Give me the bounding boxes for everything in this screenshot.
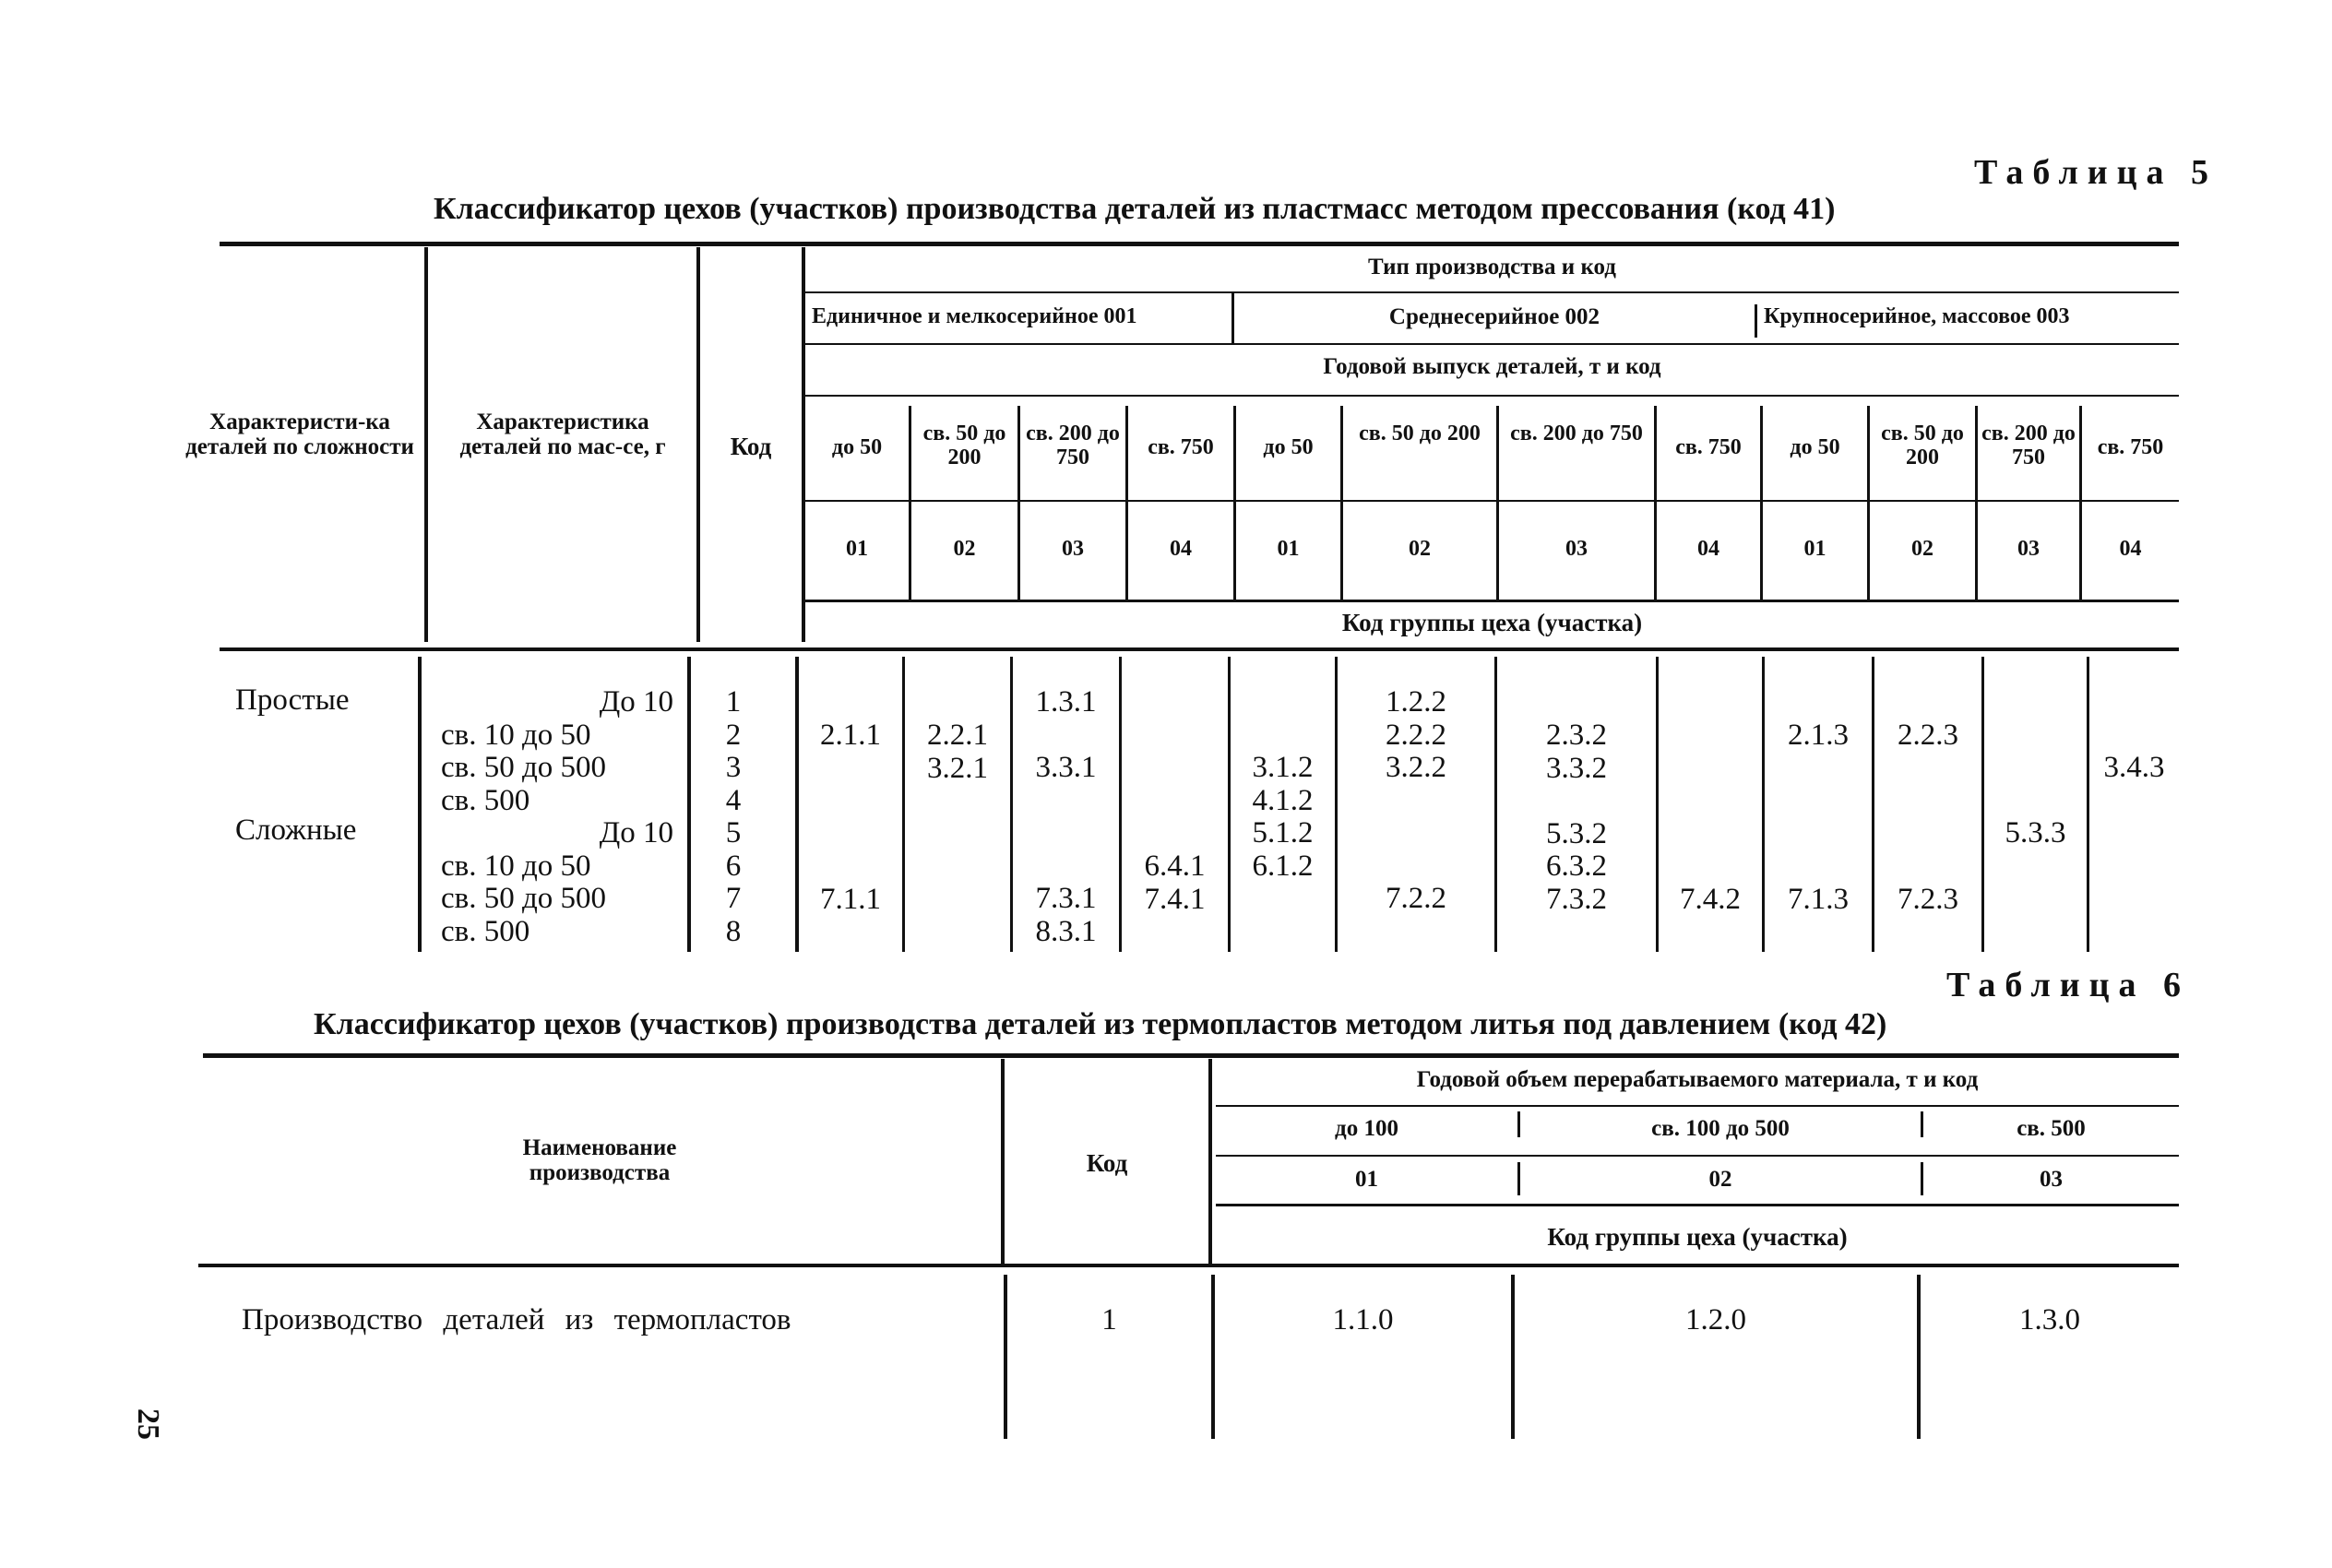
mass-item: св. 10 до 50 (441, 849, 591, 883)
range: св. 200 до 750 (1981, 422, 2076, 469)
page-number: 25 (131, 1408, 165, 1440)
value-cell: 3.2.1 (927, 751, 988, 785)
type-sep-2 (1755, 304, 1757, 338)
t6-col-name-header: Наименование производства (522, 1135, 677, 1185)
value-column (1013, 686, 1119, 948)
value-cell: 7.4.2 (1680, 883, 1741, 916)
t6-body-vrule-2 (1211, 1275, 1215, 1439)
value-column (1874, 719, 1981, 916)
range-code: 04 (1170, 537, 1192, 561)
value-cell: 2.2.1 (927, 719, 988, 752)
range-code: 03 (1062, 537, 1084, 561)
types-rule (805, 343, 2179, 345)
t6-range-code: 03 (2040, 1167, 2063, 1192)
value-cell: 7.2.3 (1898, 882, 1958, 916)
value-column (1497, 719, 1656, 916)
range-code: 01 (1277, 537, 1300, 561)
value-cell: 2.1.3 (1788, 719, 1849, 752)
value-column (1122, 850, 1228, 916)
range: до 50 (1263, 435, 1314, 459)
table5-label: Таблица 5 (1974, 153, 2219, 192)
mass-item: св. 10 до 50 (441, 718, 591, 752)
value-cell: 5.3.2 (1546, 816, 1607, 850)
range: св. 750 (2097, 435, 2164, 459)
table5-caption: Классификатор цехов (участков) производства деталей из пластмасс методом прессования (код 41) (434, 192, 1836, 226)
ranges-rule (805, 500, 2179, 502)
value-cell: 7.3.1 (1035, 882, 1097, 915)
range-code: 04 (1697, 537, 1719, 561)
codes-rule (805, 600, 2179, 602)
t6-range-code: 01 (1355, 1167, 1378, 1192)
mass-item: св. 50 до 500 (441, 882, 607, 915)
code-item: 1 (725, 685, 742, 719)
type-single: Единичное и мелкосерийное 001 (812, 304, 1137, 328)
header-bottom-rule (220, 647, 2179, 651)
vrule-1 (424, 247, 428, 642)
value-column (1231, 752, 1335, 883)
range: св. 50 до 200 (1881, 422, 1964, 469)
t6-vrule-2 (1208, 1059, 1212, 1264)
t6-body-vrule-4 (1917, 1275, 1921, 1439)
col-code-header: Код (730, 433, 772, 460)
value-cell: 6.3.2 (1546, 849, 1607, 883)
value-cell: 6.1.2 (1252, 849, 1314, 883)
range: св. 200 до 750 (1510, 422, 1643, 445)
range-code: 01 (846, 537, 868, 561)
complexity-complex: Сложные (235, 814, 357, 847)
value-cell: 3.2.2 (1386, 751, 1446, 784)
range-code: 02 (953, 537, 976, 561)
mass-item: До 10 (599, 685, 673, 719)
value-column (799, 719, 902, 916)
value-cell: 1.2.2 (1386, 685, 1446, 719)
body-vrule (2087, 657, 2089, 952)
table6-header-bottom-rule (198, 1264, 2179, 1267)
code-item: 5 (725, 816, 742, 849)
t6-row-code: 1 (1101, 1303, 1117, 1336)
value-column (1984, 817, 2087, 850)
value-cell: 5.3.3 (2005, 816, 2066, 849)
codes6-rule (1216, 1204, 2179, 1206)
value-cell: 3.3.2 (1546, 751, 1607, 785)
value-cell: 3.4.3 (2103, 751, 2165, 784)
t6-range-code: 02 (1708, 1167, 1732, 1192)
value-cell: 7.2.2 (1386, 882, 1446, 915)
range: св. 50 до 200 (922, 422, 1006, 469)
table6-top-rule (203, 1053, 2179, 1058)
code-item: 8 (725, 914, 742, 948)
value-cell: 7.1.1 (820, 882, 881, 916)
t6-shop-group-code-header: Код группы цеха (участка) (1547, 1223, 1848, 1251)
code-item: 2 (725, 718, 742, 752)
body-vrule (418, 657, 422, 952)
t6-body-vrule-1 (1004, 1275, 1007, 1439)
value-cell: 4.1.2 (1252, 783, 1314, 817)
t6-row-value: 1.1.0 (1332, 1303, 1394, 1336)
code-list (710, 686, 756, 948)
type-large: Крупносерийное, массовое 003 (1764, 304, 2070, 328)
range-code: 03 (2017, 537, 2040, 561)
complexity-simple: Простые (235, 683, 350, 717)
type-header: Тип производства и код (1368, 255, 1616, 279)
value-column (1659, 884, 1762, 917)
table6-label: Таблица 6 (1946, 966, 2191, 1004)
value-column (1338, 686, 1494, 916)
mass-item: До 10 (599, 816, 673, 849)
value-column (2089, 752, 2179, 785)
value-cell: 5.1.2 (1252, 816, 1314, 849)
mass-item: св. 50 до 500 (441, 751, 607, 784)
t6-body-vrule-3 (1511, 1275, 1515, 1439)
value-cell: 2.2.3 (1898, 719, 1958, 752)
table6-caption: Классификатор цехов (участков) производства деталей из термопластов методом литья под давлением (код 42) (314, 1007, 1887, 1041)
t6-col-code-header: Код (1086, 1149, 1128, 1177)
range-code: 02 (1409, 537, 1431, 561)
range-code: 01 (1803, 537, 1826, 561)
value-column (905, 719, 1010, 785)
ranges6-rule (1216, 1155, 2179, 1157)
range-code: 02 (1911, 537, 1933, 561)
value-cell: 2.2.2 (1386, 718, 1446, 752)
t6-row-name: Производство деталей из термопластов (242, 1303, 791, 1336)
mass-item: св. 500 (441, 783, 530, 817)
t6-range: св. 100 до 500 (1651, 1116, 1790, 1141)
body-vrule (902, 657, 905, 952)
t6-range: до 100 (1335, 1116, 1398, 1141)
range: св. 200 до 750 (1026, 422, 1120, 469)
t6-volume-header: Годовой объем перерабатываемого материала, т и код (1416, 1067, 1979, 1092)
range: до 50 (831, 435, 883, 459)
t6-row-value: 1.2.0 (1685, 1303, 1746, 1336)
t6-vrule-1 (1001, 1059, 1005, 1264)
type-rule (805, 291, 2179, 293)
value-cell: 6.4.1 (1144, 849, 1206, 883)
value-cell: 2.3.2 (1546, 719, 1607, 752)
volume-rule (1216, 1105, 2179, 1107)
code-item: 3 (725, 751, 742, 784)
value-cell: 7.3.2 (1546, 882, 1607, 916)
value-cell: 7.4.1 (1144, 882, 1206, 916)
t6-range: св. 500 (2017, 1116, 2086, 1141)
annual-rule (805, 395, 2179, 397)
mass-item: св. 500 (441, 914, 530, 948)
type-sep-1 (1231, 293, 1234, 343)
value-cell: 7.1.3 (1788, 882, 1849, 916)
code-item: 7 (725, 882, 742, 915)
body-vrule (1981, 657, 1984, 952)
col-mass-header: Характеристика деталей по мас-се, г (459, 410, 666, 459)
code-item: 6 (725, 849, 742, 883)
annual-output-header: Годовой выпуск деталей, т и код (1323, 354, 1661, 379)
t6-row-value: 1.3.0 (2019, 1303, 2080, 1336)
mass-list (441, 686, 673, 948)
value-cell: 3.1.2 (1252, 751, 1314, 784)
body-vrule (687, 657, 691, 952)
code-item: 4 (725, 783, 742, 817)
value-cell: 2.1.1 (820, 719, 881, 752)
value-cell: 1.3.1 (1035, 685, 1097, 719)
shop-group-code-header: Код группы цеха (участка) (1341, 609, 1643, 636)
range: св. 750 (1148, 435, 1214, 459)
range: св. 50 до 200 (1359, 422, 1481, 445)
value-column (1765, 719, 1872, 916)
table5-top-rule (220, 242, 2179, 246)
vrule-2 (696, 247, 700, 642)
range: до 50 (1790, 435, 1840, 459)
range-code: 03 (1565, 537, 1588, 561)
range-code: 04 (2119, 537, 2142, 561)
col-complexity-header: Характеристи-ка деталей по сложности (185, 410, 414, 459)
range: св. 750 (1675, 435, 1742, 459)
type-medium: Среднесерийное 002 (1388, 304, 1600, 329)
value-cell: 3.3.1 (1035, 751, 1097, 784)
value-cell: 8.3.1 (1035, 914, 1097, 948)
